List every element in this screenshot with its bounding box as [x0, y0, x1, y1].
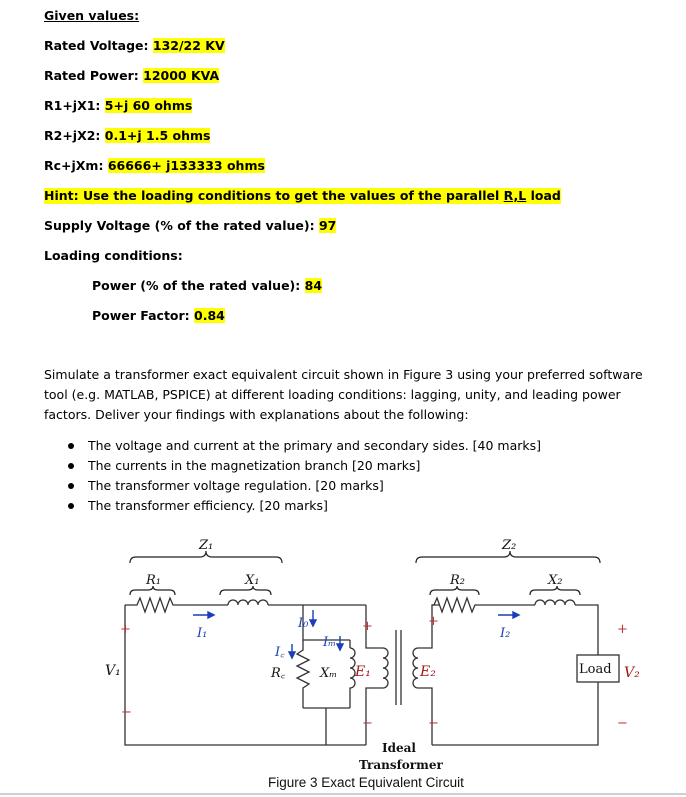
- io-label: I₀: [298, 616, 309, 631]
- transformer-label: Transformer: [359, 758, 443, 772]
- v1-label: V₁: [105, 663, 121, 679]
- secondary-plus: +: [617, 622, 628, 637]
- power-label: Power (% of the rated value):: [92, 278, 301, 293]
- e2-coil: [413, 648, 418, 688]
- hint-suffix: load: [526, 188, 561, 203]
- bullet-text: The voltage and current at the primary and secondary sides. [40 marks]: [88, 438, 542, 453]
- e2-label: E₂: [420, 664, 436, 680]
- x2-inductor: [535, 600, 575, 605]
- i2-label: I₂: [500, 626, 511, 641]
- supply-voltage-row: [44, 218, 336, 234]
- e2-plus: +: [428, 614, 439, 629]
- task-paragraph: Simulate a transformer exact equivalent circuit shown in Figure 3 using your preferred software tool (e.g. MATLAB, PSPICE) at different loading conditions: lagging, unity, and leading power factors. Deliver your findings with explanations about the following:: [44, 367, 643, 422]
- bullet-item: [68, 498, 328, 514]
- e1-minus: −: [362, 716, 373, 731]
- primary-minus: −: [121, 705, 132, 720]
- i1-label: I₁: [197, 626, 208, 641]
- power-factor-row: [92, 308, 225, 324]
- bullet-item: [68, 438, 541, 454]
- e1-plus: +: [362, 619, 373, 634]
- bullet-item: [68, 458, 420, 474]
- secondary-right-wire: [432, 605, 598, 745]
- shunt-bottom: [303, 708, 350, 745]
- x1-inductor: [228, 600, 268, 605]
- im-label: Iₘ: [323, 635, 337, 650]
- supply-voltage-label: Supply Voltage (% of the rated value):: [44, 218, 315, 233]
- bullet-dot-icon: [68, 443, 74, 449]
- zm-value: 66666+ j133333 ohms: [107, 158, 265, 173]
- rated-power-label: Rated Power:: [44, 68, 139, 83]
- given-values-heading: Given values:: [44, 8, 140, 23]
- z2-value: 0.1+j 1.5 ohms: [104, 128, 211, 143]
- e1-label: E₁: [355, 664, 371, 680]
- rc-label: R꜀: [271, 666, 286, 681]
- z1-label: Z₁: [199, 538, 214, 553]
- rated-power-row: [44, 68, 219, 84]
- figure-caption: Figure 3 Exact Equivalent Circuit: [268, 775, 464, 790]
- hint-prefix: Hint: Use the loading conditions to get the values of the parallel: [44, 188, 504, 203]
- power-value: 84: [304, 278, 323, 293]
- bullet-dot-icon: [68, 483, 74, 489]
- primary-plus: +: [120, 622, 131, 637]
- r2-label: R₂: [450, 573, 465, 588]
- power-row: [92, 278, 322, 294]
- bullet-text: The transformer efficiency. [20 marks]: [88, 498, 328, 513]
- z2-row: [44, 128, 210, 144]
- z2-label: R2+jX2:: [44, 128, 101, 143]
- secondary-minus: −: [617, 716, 628, 731]
- z2-label: Z₂: [502, 538, 517, 553]
- bullet-dot-icon: [68, 503, 74, 509]
- hint-row: [44, 188, 561, 204]
- rc-resistor: [297, 640, 309, 708]
- zm-row: [44, 158, 265, 174]
- ideal-label: Ideal: [382, 741, 416, 755]
- power-factor-label: Power Factor:: [92, 308, 190, 323]
- x1-label: X₁: [245, 573, 260, 588]
- rated-voltage-row: [44, 38, 225, 54]
- supply-voltage-value: 97: [318, 218, 337, 233]
- v2-label: V₂: [624, 665, 640, 681]
- e2-minus: −: [428, 716, 439, 731]
- r1-label: R₁: [146, 573, 161, 588]
- bullet-dot-icon: [68, 463, 74, 469]
- hint-rl: R,L: [503, 188, 527, 203]
- equivalent-circuit-diagram: [0, 525, 686, 793]
- rated-power-value: 12000 KVA: [143, 68, 220, 83]
- x2-label: X₂: [548, 573, 563, 588]
- bullet-text: The currents in the magnetization branch [20 marks]: [88, 458, 421, 473]
- zm-label: Rc+jXm:: [44, 158, 104, 173]
- bullet-item: [68, 478, 384, 494]
- z1-row: [44, 98, 192, 114]
- power-factor-value: 0.84: [194, 308, 225, 323]
- loading-conditions-heading: Loading conditions:: [44, 248, 183, 263]
- ic-label: I꜀: [275, 645, 285, 660]
- z1-label: R1+jX1:: [44, 98, 101, 113]
- rated-voltage-value: 132/22 KV: [152, 38, 225, 53]
- load-label: Load: [579, 662, 612, 677]
- bullet-text: The transformer voltage regulation. [20 marks]: [88, 478, 384, 493]
- xm-label: Xₘ: [320, 666, 338, 681]
- primary-top-wire: [125, 598, 228, 612]
- z1-value: 5+j 60 ohms: [104, 98, 193, 113]
- rated-voltage-label: Rated Voltage:: [44, 38, 149, 53]
- secondary-top-wire: [432, 598, 535, 612]
- page-bottom-border: [0, 793, 686, 795]
